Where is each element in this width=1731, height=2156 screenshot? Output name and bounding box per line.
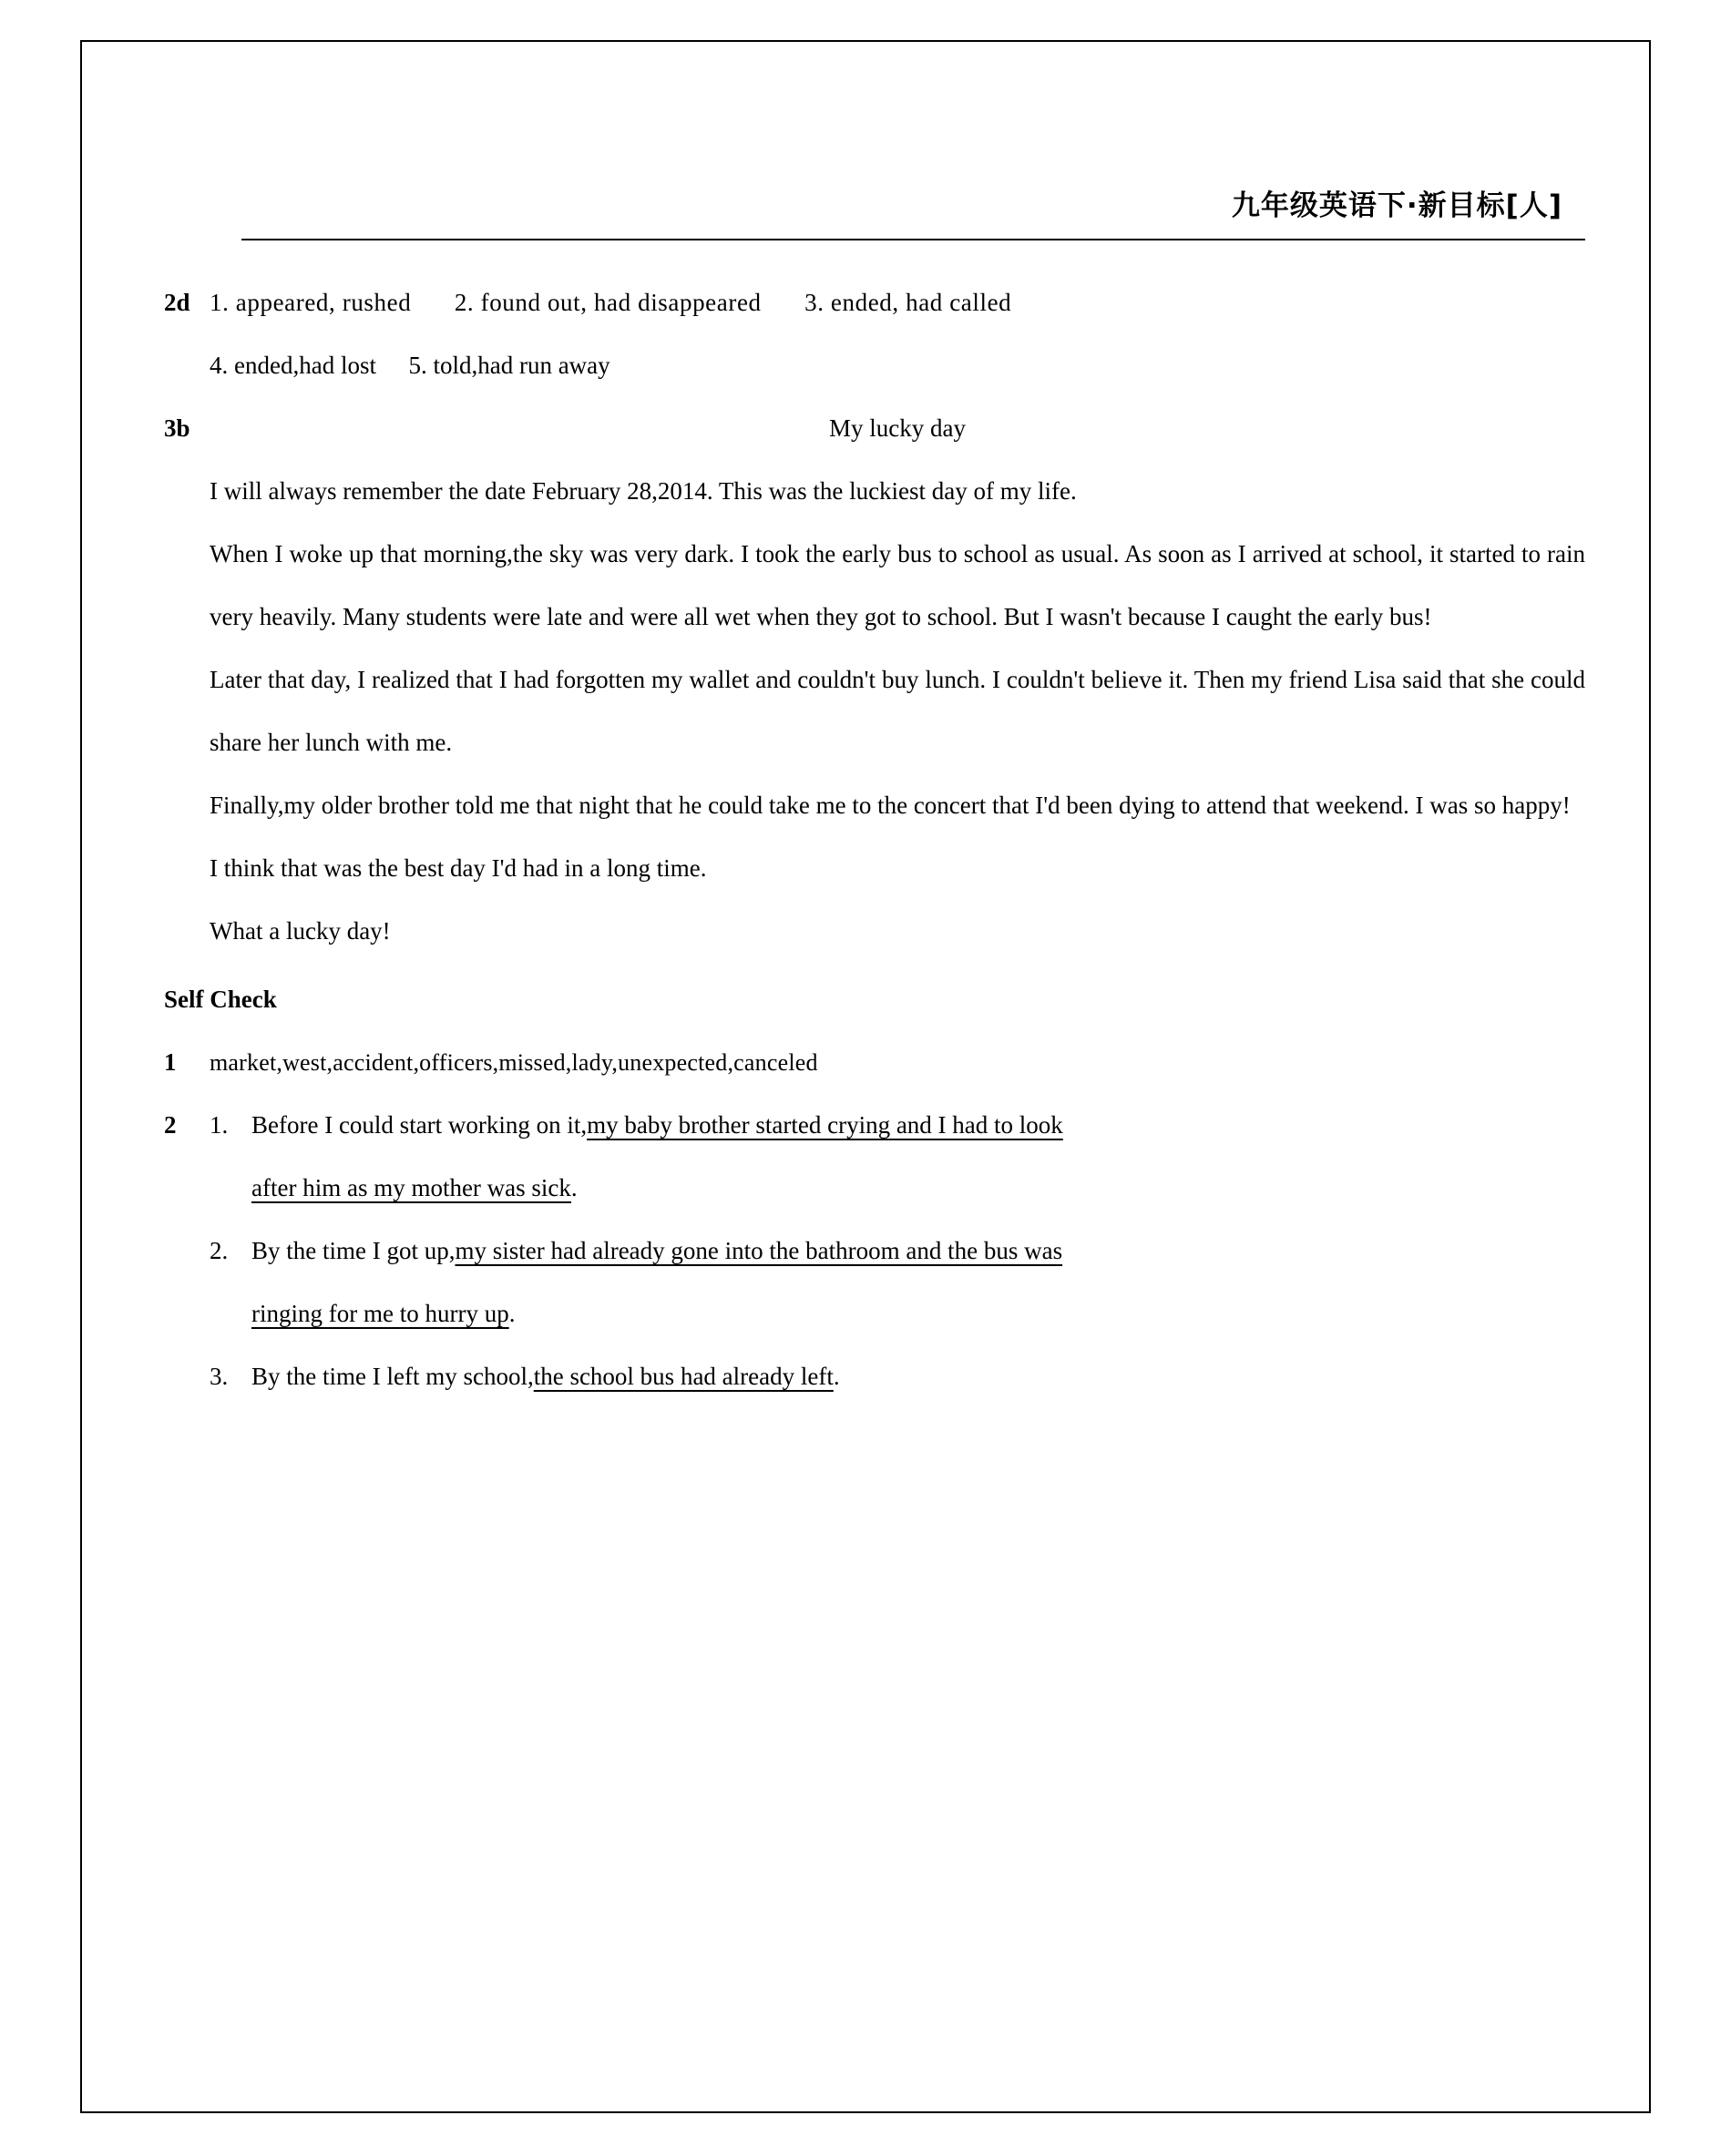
section-2d-line-1 (210, 271, 1585, 334)
composition-paragraph: What a lucky day! (210, 917, 391, 945)
question-2-items (210, 1094, 1585, 1408)
composition-paragraph: I will always remember the date February 28,2014. This was the luckiest day of my life. (210, 477, 1077, 505)
self-check-heading: Self Check (164, 986, 277, 1013)
item-text (251, 1094, 1585, 1220)
question-1-answer: market,west,accident,officers,missed,lady,unexpected,canceled (210, 1049, 818, 1076)
self-check-question-2 (155, 1094, 1585, 1408)
section-2d (155, 271, 1585, 397)
item-number: 2. (210, 1237, 229, 1264)
item-answer-continued (251, 1157, 1585, 1220)
composition-paragraph: Finally,my older brother told me that night that he could take me to the concert that I'd been dying to attend that weekend. I was so happy! (210, 792, 1571, 819)
list-item (210, 1220, 1585, 1345)
item-answer-underlined: my sister had already gone into the bathroom and the bus was (455, 1237, 1063, 1264)
answer-2d-1: 1. appeared, rushed (210, 289, 412, 316)
self-check-question-1 (155, 1031, 1585, 1094)
answer-2d-5: 5. told,had run away (408, 352, 610, 379)
item-prompt: Before I could start working on it, (251, 1111, 588, 1139)
item-answer-underlined: the school bus had already left (533, 1363, 834, 1390)
item-answer-underlined: my baby brother started crying and I had to look (587, 1111, 1063, 1139)
item-answer-underlined-2: after him as my mother was sick (251, 1174, 571, 1201)
page-header (155, 173, 1585, 246)
composition-title: My lucky day (829, 414, 966, 442)
list-item (210, 1345, 1585, 1408)
item-answer-continued (251, 1282, 1585, 1345)
item-period: . (833, 1363, 840, 1390)
answer-2d-4: 4. ended,had lost (210, 352, 376, 379)
list-item (210, 1094, 1585, 1220)
item-answer-underlined-2: ringing for me to hurry up (251, 1300, 509, 1327)
section-2d-answers (210, 271, 1585, 397)
page-body (155, 246, 1585, 1408)
section-3b-label: 3b (164, 414, 190, 442)
answer-2d-2: 2. found out, had disappeared (454, 289, 762, 316)
item-prompt: By the time I left my school, (251, 1363, 534, 1390)
item-prompt: By the time I got up, (251, 1237, 456, 1264)
item-period: . (570, 1174, 578, 1201)
item-text (251, 1345, 1585, 1408)
item-text (251, 1220, 1585, 1345)
question-2-label: 2 (164, 1111, 177, 1139)
composition-paragraph: When I woke up that morning,the sky was very dark. I took the early bus to school as usual. As soon as I arrived at school, it started to rain very heavily. Many students were late and were all wet when they got to school. But I wasn't because I caught the early bus! (210, 540, 1585, 630)
answer-2d-3: 3. ended, had called (804, 289, 1012, 316)
question-1-label: 1 (164, 1048, 177, 1076)
section-2d-line-2 (210, 334, 1585, 397)
section-3b (155, 397, 1585, 963)
composition-paragraph: Later that day, I realized that I had forgotten my wallet and couldn't buy lunch. I couldn't believe it. Then my friend Lisa said that she could share her lunch with me. (210, 666, 1585, 756)
header-title: 九年级英语下·新目标[人] (1231, 189, 1562, 222)
page-content (155, 173, 1585, 1408)
item-period: . (508, 1300, 516, 1327)
item-number: 1. (210, 1111, 229, 1139)
item-number: 3. (210, 1363, 229, 1390)
section-2d-label: 2d (164, 289, 190, 316)
composition-paragraph: I think that was the best day I'd had in a long time. (210, 854, 707, 882)
header-divider (241, 239, 1585, 240)
section-3b-body (210, 397, 1585, 963)
